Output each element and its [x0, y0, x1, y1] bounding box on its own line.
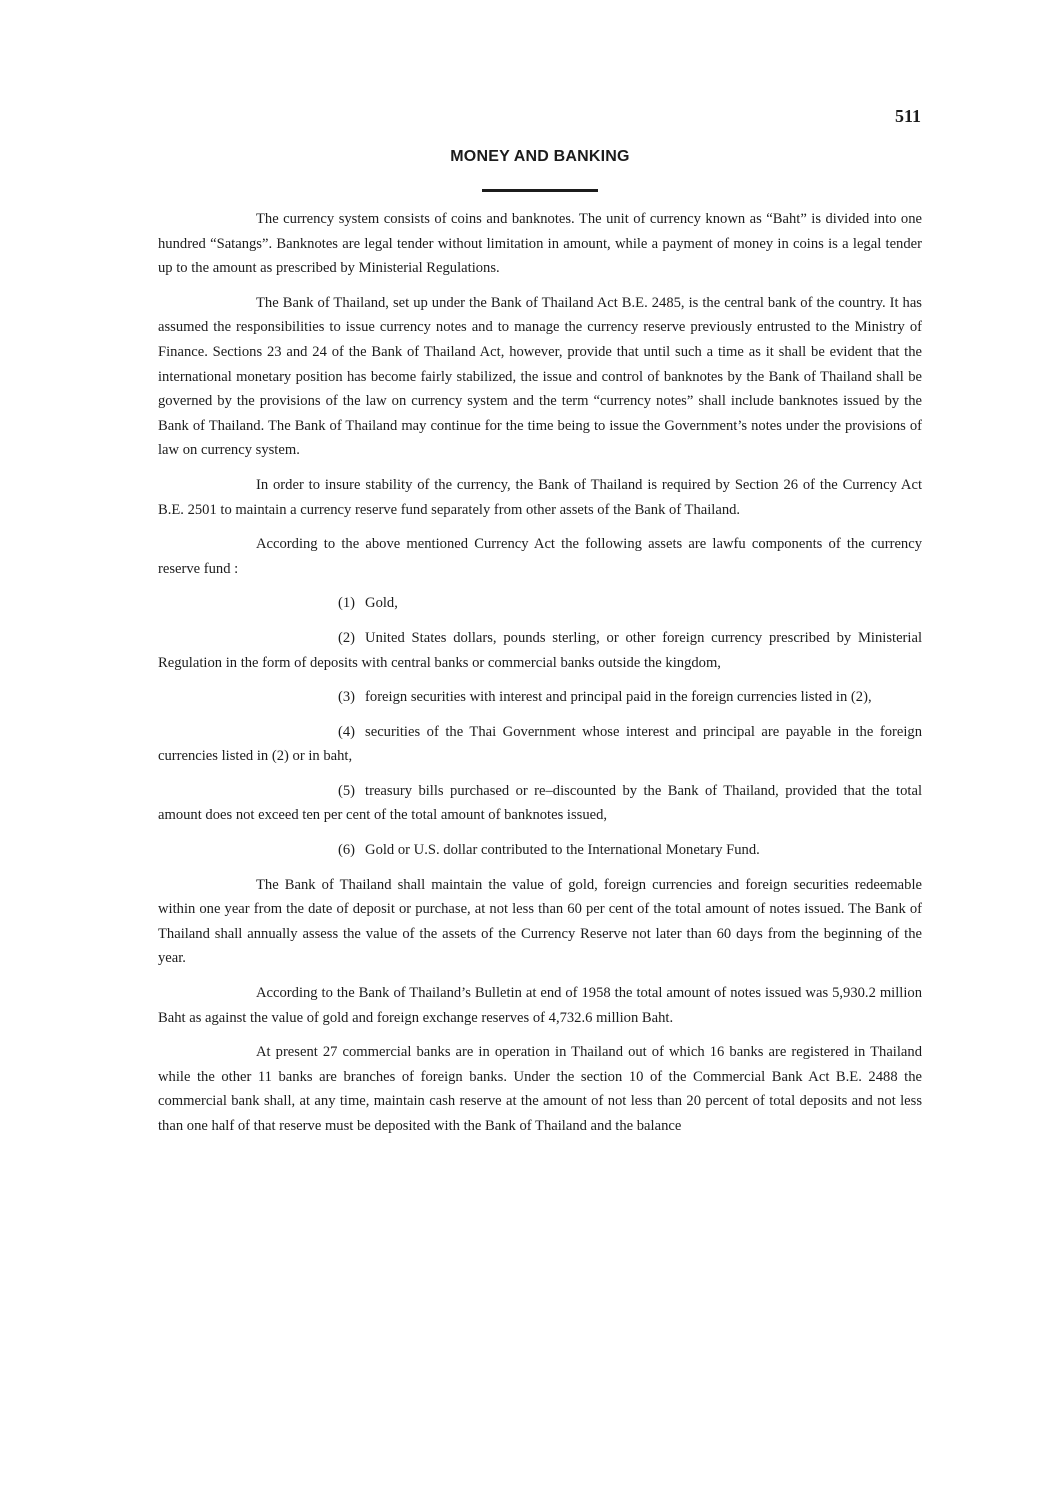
title-underline-rule: [482, 189, 598, 192]
list-item: [158, 626, 922, 675]
list-item: [158, 720, 922, 769]
page-title: MONEY AND BANKING: [450, 148, 630, 165]
list-item: [158, 779, 922, 828]
paragraph-currency-stability: In order to insure stability of the currency, the Bank of Thailand is required by Section 26 of the Currency Act B.E. 2501 to maintain a currency reserve fund separately from other assets of the Bank of Thailand.: [158, 476, 922, 518]
list-item-text: Gold or U.S. dollar contributed to the International Monetary Fund.: [365, 842, 760, 859]
list-item: [158, 685, 922, 710]
list-item-text: securities of the Thai Government whose interest and principal are payable in the foreign currencies listed in (2) or in baht,: [158, 723, 922, 765]
list-item-text: Gold,: [365, 595, 398, 612]
list-item-text: foreign securities with interest and principal paid in the foreign currencies listed in (2),: [365, 689, 872, 706]
list-item: [158, 838, 922, 863]
list-item-number: (1): [338, 595, 356, 612]
list-item-number: (3): [338, 689, 356, 706]
paragraph-reserve-valuation: The Bank of Thailand shall maintain the value of gold, foreign currencies and foreign securities redeemable within one year from the date of deposit or purchase, at not less than 60 per cent of the total amount of notes issued. The Bank of Thailand shall annually assess the value of the assets of the Currency Reserve not later than 60 days from the beginning of the year.: [158, 876, 922, 967]
paragraph-bank-of-thailand: The Bank of Thailand, set up under the Bank of Thailand Act B.E. 2485, is the central bank of the country. It has assumed the responsibilities to issue currency notes and to manage the currency reserve previously entrusted to the Ministry of Finance. Sections 23 and 24 of the Bank of Thailand Act, however, provide that until such a time as it shall be evident that the international monetary position has become fairly stabilized, the issue and control of banknotes by the Bank of Thailand shall be governed by the provisions of the law on currency system and the term “currency notes” shall include banknotes issued by the Bank of Thailand. The Bank of Thailand may continue for the time being to issue the Government’s notes under the provisions of law on currency system.: [158, 294, 922, 459]
list-item-text: treasury bills purchased or re–discounted by the Bank of Thailand, provided that the total amount does not exceed ten per cent of the total amount of banknotes issued,: [158, 782, 922, 824]
list-item-number: (6): [338, 842, 356, 859]
paragraph-bulletin-1958: According to the Bank of Thailand’s Bulletin at end of 1958 the total amount of notes issued was 5,930.2 million Baht as against the value of gold and foreign exchange reserves of 4,732.6 million Baht.: [158, 985, 922, 1026]
document-body: [158, 207, 922, 1149]
paragraph-commercial-banks: At present 27 commercial banks are in operation in Thailand out of which 16 banks are registered in Thailand while the other 11 banks are branches of foreign banks. Under the section 10 of the Commercial Bank Act B.E. 2488 the commercial bank shall, at any time, maintain cash reserve at the amount of not less than 20 percent of total deposits and not less than one half of that reserve must be deposited with the Bank of Thailand and the balance: [158, 1044, 922, 1134]
list-item-text: United States dollars, pounds sterling, or other foreign currency prescribed by Ministerial Regulation in the form of deposits with central banks or commercial banks outside the kingdom,: [158, 629, 922, 671]
paragraph-currency-system: The currency system consists of coins and banknotes. The unit of currency known as “Baht” is divided into one hundred “Satangs”. Banknotes are legal tender without limitation in amount, while a payment of money in coins is a legal tender up to the amount as prescribed by Ministerial Regulations.: [158, 211, 922, 277]
page-number: 511: [894, 106, 921, 126]
list-item: [158, 591, 922, 616]
list-item-number: (2): [338, 629, 356, 646]
list-item-number: (5): [338, 782, 356, 799]
paragraph-reserve-components-intro: According to the above mentioned Currency Act the following assets are lawfu components of the currency reserve fund :: [158, 536, 922, 577]
list-item-number: (4): [338, 723, 356, 740]
